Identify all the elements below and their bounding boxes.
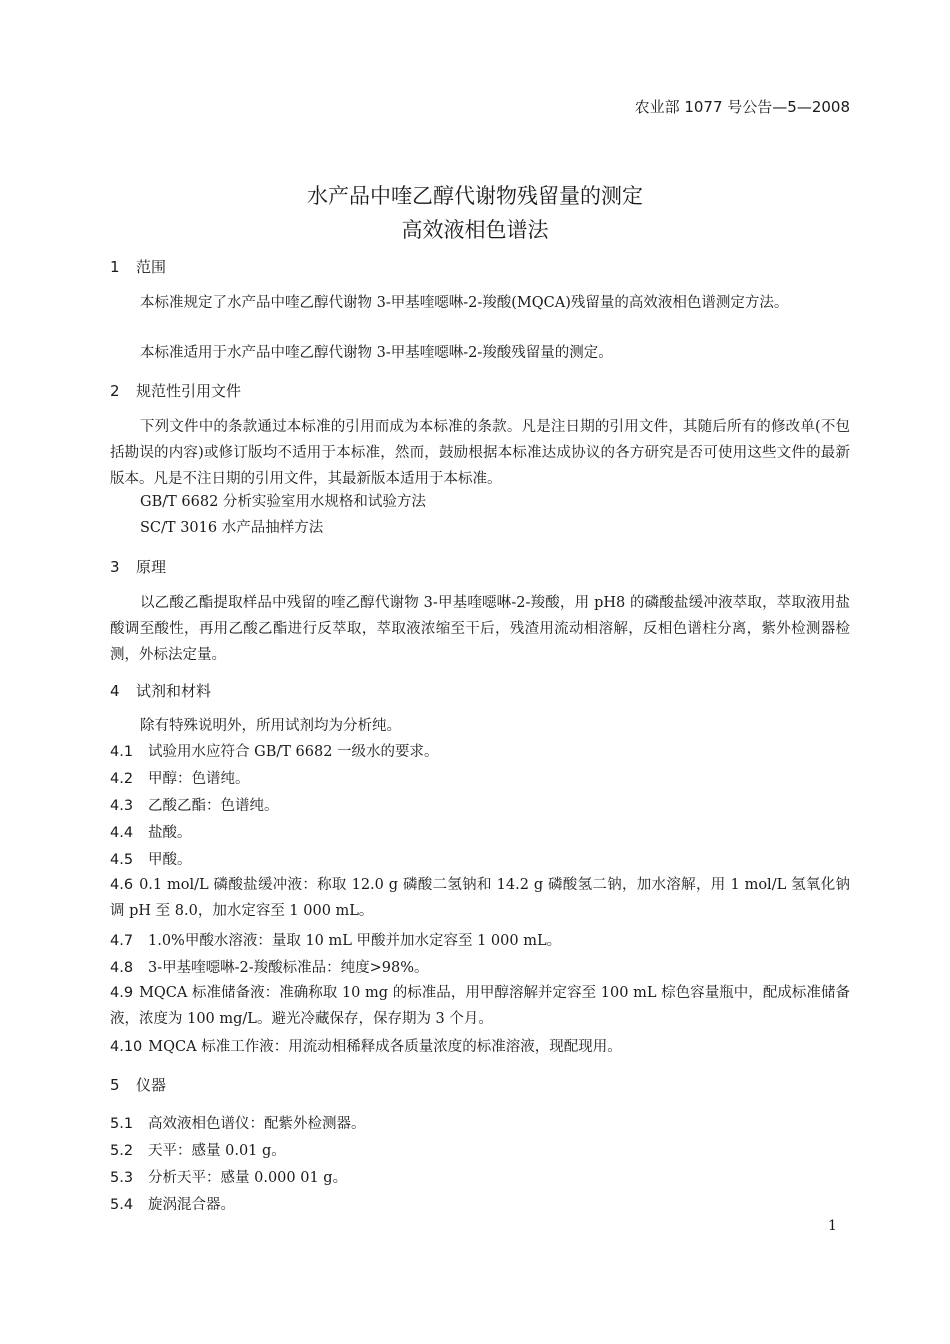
section-2-heading xyxy=(110,380,241,401)
section-3-heading xyxy=(110,556,166,577)
reference-gb-t-6682: GB/T 6682 分析实验室用水规格和试验方法 xyxy=(140,494,426,510)
section-1-heading xyxy=(110,256,166,277)
list-item: 4.7 1.0%甲酸水溶液：量取 10 mL 甲酸并加水定容至 1 000 mL。 xyxy=(110,933,562,949)
reference-sc-t-3016: SC/T 3016 水产品抽样方法 xyxy=(140,520,324,536)
list-item: 5.2 天平：感量 0.01 g。 xyxy=(110,1143,286,1159)
section-number: 1 xyxy=(110,258,120,276)
list-item: 4.10 MQCA 标准工作液：用流动相稀释成各质量浓度的标准溶液，现配现用。 xyxy=(110,1039,622,1055)
section-5-heading xyxy=(110,1074,166,1095)
section-number: 4 xyxy=(110,682,120,700)
list-item: 4.4 盐酸。 xyxy=(110,825,192,841)
list-item: 4.1 试验用水应符合 GB/T 6682 一级水的要求。 xyxy=(110,744,439,760)
list-item: 4.8 3-甲基喹噁啉-2-羧酸标准品：纯度>98%。 xyxy=(110,960,429,976)
section-4-heading xyxy=(110,680,211,701)
list-item: 5.4 旋涡混合器。 xyxy=(110,1197,235,1213)
title-line-1: 水产品中喹乙醇代谢物残留量的测定 xyxy=(307,184,643,208)
section-number: 3 xyxy=(110,558,120,576)
list-item: 5.3 分析天平：感量 0.000 01 g。 xyxy=(110,1170,348,1186)
list-item: 4.9 MQCA 标准储备液：准确称取 10 mg 的标准品，用甲醇溶解并定容至 100 mL 棕色容量瓶中，配成标准储备液，浓度为 100 mg/L。避光冷藏保存，保存期为 3 个月。 xyxy=(110,985,850,1027)
section-title: 规范性引用文件 xyxy=(136,382,242,400)
section-title: 原理 xyxy=(136,558,167,576)
section-title: 试剂和材料 xyxy=(136,682,212,700)
title-line-2: 高效液相色谱法 xyxy=(401,218,549,242)
section-2-paragraph-1: 下列文件中的条款通过本标准的引用而成为本标准的条款。凡是注日期的引用文件，其随后所有的修改单(不包括勘误的内容)或修订版均不适用于本标准，然而，鼓励根据本标准达成协议的各方研究是否可使用这些文件的最新版本。凡是不注日期的引用文件，其最新版本适用于本标准。 xyxy=(110,419,850,487)
section-number: 2 xyxy=(110,382,120,400)
list-item: 4.2 甲醇：色谱纯。 xyxy=(110,771,250,787)
section-3-paragraph-1: 以乙酸乙酯提取样品中残留的喹乙醇代谢物 3-甲基喹噁啉-2-羧酸，用 pH8 的磷酸盐缓冲液萃取，萃取液用盐酸调至酸性，再用乙酸乙酯进行反萃取，萃取液浓缩至干后，残渣用流动相溶解，反相色谱柱分离，紫外检测器检测，外标法定量。 xyxy=(110,595,850,663)
section-1-paragraph-1: 本标准规定了水产品中喹乙醇代谢物 3-甲基喹噁啉-2-羧酸(MQCA)残留量的高效液相色谱测定方法。 xyxy=(140,295,789,311)
list-item: 4.5 甲酸。 xyxy=(110,852,192,868)
page-number: 1 xyxy=(828,1218,837,1234)
list-item: 4.3 乙酸乙酯：色谱纯。 xyxy=(110,798,279,814)
document-code: 农业部 1077 号公告—5—2008 xyxy=(634,98,850,116)
list-item: 4.6 0.1 mol/L 磷酸盐缓冲液：称取 12.0 g 磷酸二氢钠和 14.2 g 磷酸氢二钠，加水溶解，用 1 mol/L 氢氧化钠调 pH 至 8.0，加水定容至 1 000 mL。 xyxy=(110,877,850,919)
section-title: 范围 xyxy=(136,258,167,276)
section-title: 仪器 xyxy=(136,1076,167,1094)
section-4-intro: 除有特殊说明外，所用试剂均为分析纯。 xyxy=(140,718,401,734)
section-1-paragraph-2: 本标准适用于水产品中喹乙醇代谢物 3-甲基喹噁啉-2-羧酸残留量的测定。 xyxy=(140,345,613,361)
list-item: 5.1 高效液相色谱仪：配紫外检测器。 xyxy=(110,1116,366,1132)
section-number: 5 xyxy=(110,1076,120,1094)
